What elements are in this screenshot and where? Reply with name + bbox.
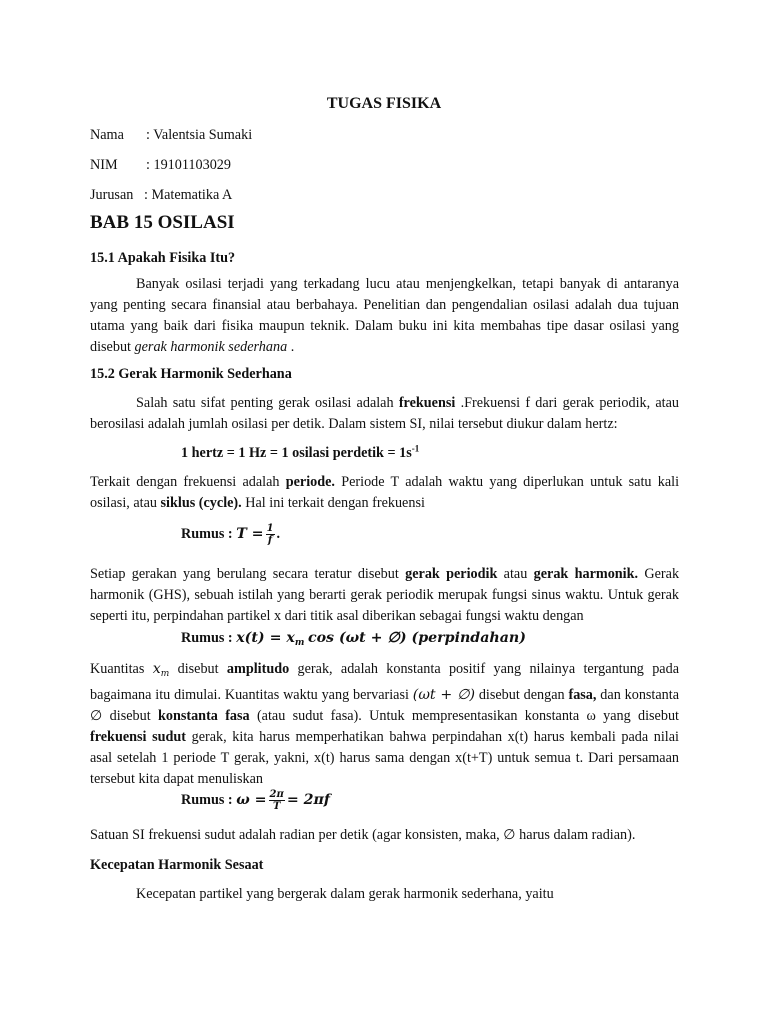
paragraph-text: gerak, kita harus memperhatikan bahwa perpindahan x(t) harus kembali pada nilai asal setelah 1 periode T gerak, yakni, x(t) harus sama dengan x(t+T) untuk semua t. Dari persamaan tersebut kita dapat menuliskan [90, 729, 679, 787]
formula-rhs: cos (ωt + ∅) (perpindahan) [307, 630, 526, 646]
section-heading-15-1: 15.1 Apakah Fisika Itu? [90, 250, 236, 266]
superscript: -1 [411, 443, 420, 454]
section-heading-kecepatan: Kecepatan Harmonik Sesaat [90, 857, 264, 873]
fraction [266, 523, 275, 546]
paragraph-text: . [290, 339, 295, 355]
period-formula [181, 523, 280, 546]
math-expression: (ωt + ∅) [412, 687, 475, 703]
paragraph-text: disebut dengan [478, 687, 565, 703]
paragraph-amplitudo [90, 659, 679, 790]
fraction-numerator: 1 [266, 523, 274, 534]
paragraph-text: Hal ini terkait dengan frekuensi [245, 495, 425, 511]
identity-label: Nama [90, 127, 124, 143]
bold-term: fasa, [568, 687, 597, 703]
identity-label: NIM [90, 157, 118, 173]
identity-value: : Valentsia Sumaki [146, 127, 253, 143]
identity-name-row [90, 125, 252, 146]
equation-text: 1 hertz = 1 Hz = 1 osilasi perdetik = 1s [181, 445, 412, 461]
fraction [269, 789, 285, 812]
subscript: m [294, 638, 305, 648]
formula-lhs: T = [236, 525, 264, 542]
paragraph-periode [90, 472, 679, 514]
paragraph-text: Periode T adalah waktu yang diperlukan untuk satu kali osilasi, atau [90, 474, 680, 511]
bold-term: gerak periodik [405, 566, 498, 582]
formula-label: Rumus : [181, 630, 233, 646]
formula-label: Rumus : [181, 791, 233, 808]
paragraph-text: gerak, adalah konstanta positif yang nilainya tergantung pada bagaimana itu dimulai. Kuantitas waktu yang bervariasi [90, 661, 679, 703]
bold-term: konstanta fasa [157, 708, 250, 724]
emphasis-text: gerak harmonik sederhana [134, 339, 288, 355]
paragraph-kecepatan: Kecepatan partikel yang bergerak dalam gerak harmonik sederhana, yaitu [136, 886, 554, 902]
subscript: m [160, 669, 170, 679]
paragraph-frekuensi [90, 393, 679, 435]
identity-value: : 19101103029 [146, 157, 231, 173]
math-symbol: x [152, 661, 161, 677]
paragraph-text: Salah satu sifat penting gerak osilasi adalah [136, 395, 394, 411]
paragraph-text: Banyak osilasi terjadi yang terkadang lucu atau menjengkelkan, tetapi banyak di antaranya yang penting secara finansial atau berbahaya. Penelitian dan pengendalian osilasi adalah dua tujuan utama yang baik dari fisika maupun teknik. Dalam buku ini kita membahas tipe dasar osilasi yang disebut [90, 276, 679, 355]
paragraph-text: atau [503, 566, 528, 582]
paragraph-text: Terkait dengan frekuensi adalah [90, 474, 280, 490]
formula-lhs: x(t) = x [236, 630, 295, 646]
identity-value: : Matematika A [144, 187, 233, 203]
paragraph-text: .Frekuensi f dari gerak periodik, atau berosilasi adalah jumlah osilasi per detik. Dalam sistem SI, nilai tersebut diukur dalam hertz: [90, 395, 680, 432]
paragraph-text: (atau sudut fasa). Untuk mempresentasikan konstanta ω yang disebut [256, 708, 679, 724]
fraction-numerator: 2π [269, 789, 284, 800]
paragraph-text: Gerak harmonik (GHS), sebuah istilah yang berarti gerak periodik merupak fungsi sinus waktu. Untuk gerak seperti itu, perpindahan partikel x dari titik asal diberikan sebagai fungsi waktu dengan [90, 566, 680, 624]
paragraph-text: Setiap gerakan yang berulang secara teratur disebut [90, 566, 399, 582]
bold-term: periode. [285, 474, 335, 490]
bold-term: siklus (cycle). [160, 495, 242, 511]
hertz-equation [181, 443, 419, 464]
identity-label: Jurusan [90, 187, 134, 203]
identity-jurusan-row [90, 185, 232, 206]
formula-rhs: = 2πf [286, 791, 330, 808]
bold-term: gerak harmonik. [533, 566, 639, 582]
fraction-denominator: f [267, 535, 273, 546]
paragraph-satuan-si: Satuan SI frekuensi sudut adalah radian per detik (agar konsisten, maka, ∅ harus dalam radian). [90, 827, 636, 843]
formula-label: Rumus : [181, 525, 233, 542]
angular-frequency-formula [181, 789, 330, 812]
formula-lhs: ω = [236, 791, 267, 808]
identity-nim-row [90, 155, 231, 176]
paragraph-gerak-periodik [90, 564, 679, 627]
bold-term: frekuensi [398, 395, 456, 411]
formula-punct: . [276, 525, 281, 542]
page-title: TUGAS FISIKA [326, 95, 442, 112]
paragraph-text: dan konstanta ∅ disebut [90, 687, 679, 724]
paragraph-15-1 [90, 274, 679, 358]
chapter-heading: BAB 15 OSILASI [90, 212, 235, 233]
fraction-denominator: T [272, 801, 281, 812]
bold-term: amplitudo [226, 661, 290, 677]
paragraph-text: disebut [177, 661, 219, 677]
bold-term: frekuensi sudut [90, 729, 187, 745]
section-heading-15-2: 15.2 Gerak Harmonik Sederhana [90, 366, 292, 382]
paragraph-text: Kuantitas [90, 661, 145, 677]
displacement-formula [181, 628, 526, 654]
